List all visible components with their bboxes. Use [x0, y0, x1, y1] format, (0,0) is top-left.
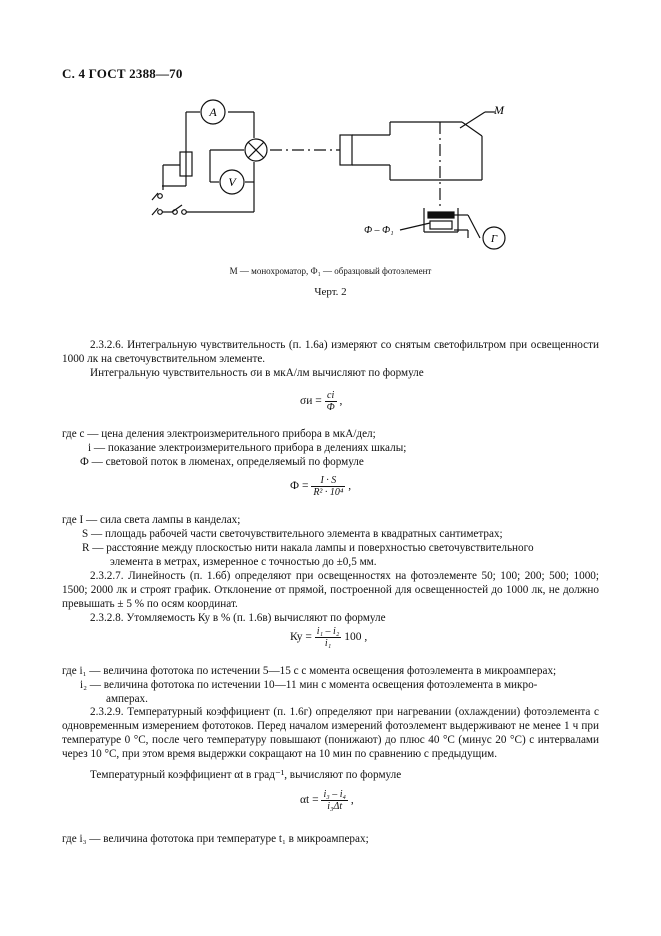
page-header: С. 4 ГОСТ 2388—70: [62, 66, 183, 81]
paragraph-2326-formula-intro: Интегральную чувствительность σи в мкА/лм вычисляют по формуле: [90, 367, 424, 379]
formula-temperature-tail: ,: [350, 794, 354, 807]
formula-flux: [290, 475, 351, 498]
where-S: S — площадь рабочей части светочувствительного элемента в квадратных сантиметрах;: [82, 528, 503, 540]
where-c: где c — цена деления электроизмерительного прибора в мкА/дел;: [62, 428, 376, 440]
formula-flux-tail: ,: [348, 480, 352, 493]
where-i: i — показание электроизмерительного прибора в делениях шкалы;: [88, 442, 407, 454]
paragraph-2326: 2.3.2.6. Интегральную чувствительность (п. 1.6а) измеряют со снятым светофильтром при освещенности 1000 лк на светочувствительном элементе.: [62, 339, 599, 365]
where-I: где I — сила света лампы в канделах;: [62, 514, 241, 526]
voltmeter-label: V: [228, 175, 236, 189]
where-i2-line1: i₂ — величина фототока по истечении 10—11 мин с момента освещения фотоэлемента в микро-: [80, 679, 538, 691]
formula-sigma-denominator: Ф: [326, 402, 335, 413]
formula-temperature-numerator: i₃ – i₄: [323, 789, 346, 800]
formula-flux-left: Ф =: [290, 480, 309, 493]
formula-fatigue-denominator: i₁: [324, 638, 332, 649]
paragraph-2329: 2.3.2.9. Температурный коэффициент (п. 1.6г) определяют при нагревании (охлаждении) фотоэлемента с одновременным измерением фототоков. Перед началом измерений фотоэлемент выдерживают не менее 1 ч при температуре 0 °С, после чего температуру повышают (понижают) до плюс 40 °С (минус 20 °С) с интервалами через 10 °С, при этом время выдержки сокращают на 10 мин по сравнению с предыдущим.: [62, 706, 599, 760]
where-R-line1: R — расстояние между плоскостью нити накала лампы и поверхностью светочувствительного: [82, 542, 534, 554]
formula-sigma-tail: ,: [339, 395, 343, 408]
figure-caption: М — монохроматор, Ф₁ — образцовый фотоэлемент: [229, 266, 432, 276]
formula-flux-numerator: I · S: [311, 475, 345, 487]
where-i1: где i₁ — величина фототока по истечении 5—15 с с момента освещения фотоэлемента в микроамперах;: [62, 665, 557, 677]
where-phi: Ф — световой поток в люменах, определяемый по формуле: [80, 456, 364, 468]
formula-fatigue: [290, 626, 367, 649]
monochromator-label: M: [494, 103, 504, 117]
formula-sigma-left: σи =: [300, 395, 322, 408]
paragraph-2328: 2.3.2.8. Утомляемость Ку в % (п. 1.6в) вычисляют по формуле: [90, 612, 386, 624]
formula-fatigue-tail: 100 ,: [344, 631, 368, 644]
formula-sigma: [300, 390, 342, 413]
formula-temperature: [300, 789, 354, 812]
formula-fatigue-numerator: i₁ – i₂: [316, 626, 340, 637]
formula-temperature-denominator: i₃Δt: [327, 801, 343, 812]
photoelement-label: Ф – Ф₁: [364, 225, 394, 236]
paragraph-2329-formula-intro: Температурный коэффициент αt в град⁻¹, вычисляют по формуле: [90, 769, 402, 781]
formula-temperature-left: αt =: [300, 794, 319, 807]
formula-flux-denominator: R² · 10⁴: [313, 487, 344, 498]
where-i3: где i₃ — величина фототока при температуре t₁ в микроамперах;: [62, 833, 369, 845]
formula-sigma-numerator: ci: [325, 390, 337, 402]
galvanometer-label: Г: [490, 233, 498, 245]
figure-label: Черт. 2: [314, 286, 347, 298]
paragraph-2327: 2.3.2.7. Линейность (п. 1.6б) определяют при освещенностях на фотоэлементе 50; 100; 200; 500; 1000; 1500; 2000 лк и строят график. Отклонение от прямой, построенной для освещенностей до 1000 лк, не должно превышать ± 5 % по осям координат.: [62, 570, 599, 610]
formula-fatigue-left: Ку =: [290, 631, 312, 644]
ammeter-label: A: [209, 105, 217, 119]
where-R-line2: элемента в метрах, измеренное с точностью до ±0,5 мм.: [110, 556, 377, 568]
measurement-circuit-diagram: [140, 92, 520, 262]
where-i2-line2: амперах.: [106, 693, 148, 705]
